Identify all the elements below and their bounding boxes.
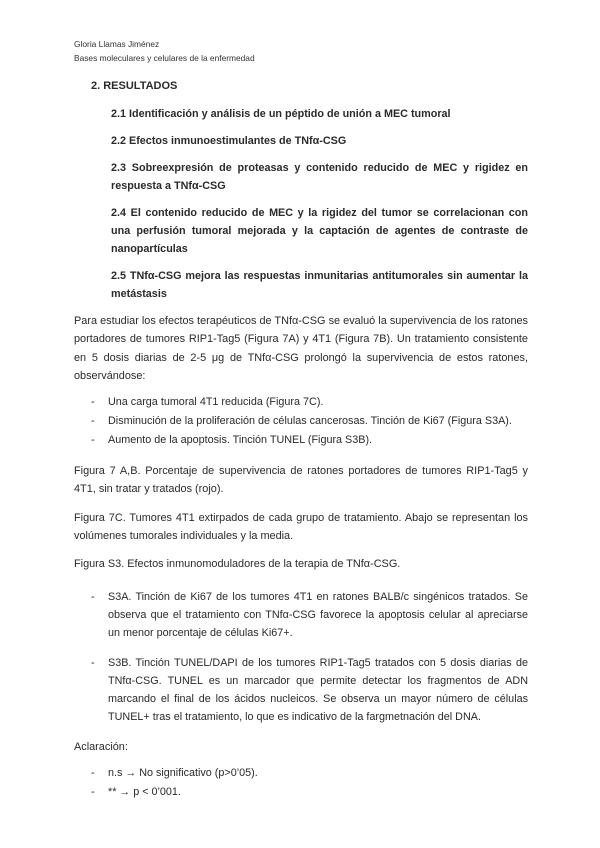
s3-list (74, 588, 528, 727)
figure-7c-caption: Figura 7C. Tumores 4T1 extirpados de cada grupo de tratamiento. Abajo se representan los volúmenes tumorales individuales y la media. (74, 511, 528, 543)
document-subtitle: Bases moleculares y celulares de la enfermedad (74, 53, 255, 63)
list-item: - n.s → No significativo (p>0’05). (74, 764, 528, 783)
clarifications-list (74, 764, 528, 801)
author-name: Gloria Llamas Jiménez (74, 39, 160, 49)
clarification-title: Aclaración: (74, 740, 128, 753)
list-item: - Una carga tumoral 4T1 reducida (Figura 7C). (74, 393, 528, 412)
list-item: - Aumento de la apoptosis. Tinción TUNEL (Figura S3B). (74, 431, 528, 450)
intro-paragraph: Para estudiar los efectos terapéuticos de TNfα-CSG se evaluó la supervivencia de los ratones portadores de tumores RIP1-Tag5 (Figura 7A) y 4T1 (Figura 7B). Un tratamiento consistente en 5 dosis diarias de 2-5 μg de TNfα-CSG prolongó la supervivencia de estos ratones, observándose: (74, 315, 528, 382)
subsection-heading: 2.5 TNfα-CSG mejora las respuestas inmunitarias antitumorales sin aumentar la metástasis (111, 270, 528, 300)
list-item: - Disminución de la proliferación de células cancerosas. Tinción de Ki67 (Figura S3A). (74, 412, 528, 431)
observations-list (74, 393, 528, 450)
subsection-heading: 2.1 Identificación y análisis de un péptido de unión a MEC tumoral (111, 108, 451, 120)
subsection-heading: 2.2 Efectos inmunoestimulantes de TNfα-CSG (111, 135, 347, 147)
figure-7ab-caption: Figura 7 A,B. Porcentaje de supervivencia de ratones portadores de tumores RIP1-Tag5 y 4T1, sin tratar y tratados (rojo). (74, 465, 528, 496)
subsection-heading: 2.3 Sobreexpresión de proteasas y contenido reducido de MEC y rigidez en respuesta a TNfα-CSG (111, 162, 528, 192)
list-item: - ** → p < 0’001. (74, 783, 528, 802)
list-item: - S3B. Tinción TUNEL/DAPI de los tumores RIP1-Tag5 tratados con 5 dosis diarias de TNfα-CSG. TUNEL es un marcador que permite detectar los fragmentos de ADN marcando el final de los ácidos nucleicos. Se observa un mayor número de células TUNEL+ tras el tratamiento, lo que es indicativo de la fargmetnación del DNA. (74, 654, 528, 727)
page-header (74, 37, 255, 65)
section-title: 2. RESULTADOS (91, 80, 178, 92)
list-item: - S3A. Tinción de Ki67 de los tumores 4T1 en ratones BALB/c singénicos tratados. Se observa que el tratamiento con TNfα-CSG favorece la apoptosis celular al apreciarse un menor porcentaje de células Ki67+. (74, 588, 528, 643)
main-content (74, 77, 528, 801)
subsection-heading: 2.4 El contenido reducido de MEC y la rigidez del tumor se correlacionan con una perfusión tumoral mejorada y la captación de agentes de contraste de nanopartículas (111, 207, 528, 255)
figure-s3-caption: Figura S3. Efectos inmunomoduladores de la terapia de TNfα-CSG. (74, 558, 401, 571)
